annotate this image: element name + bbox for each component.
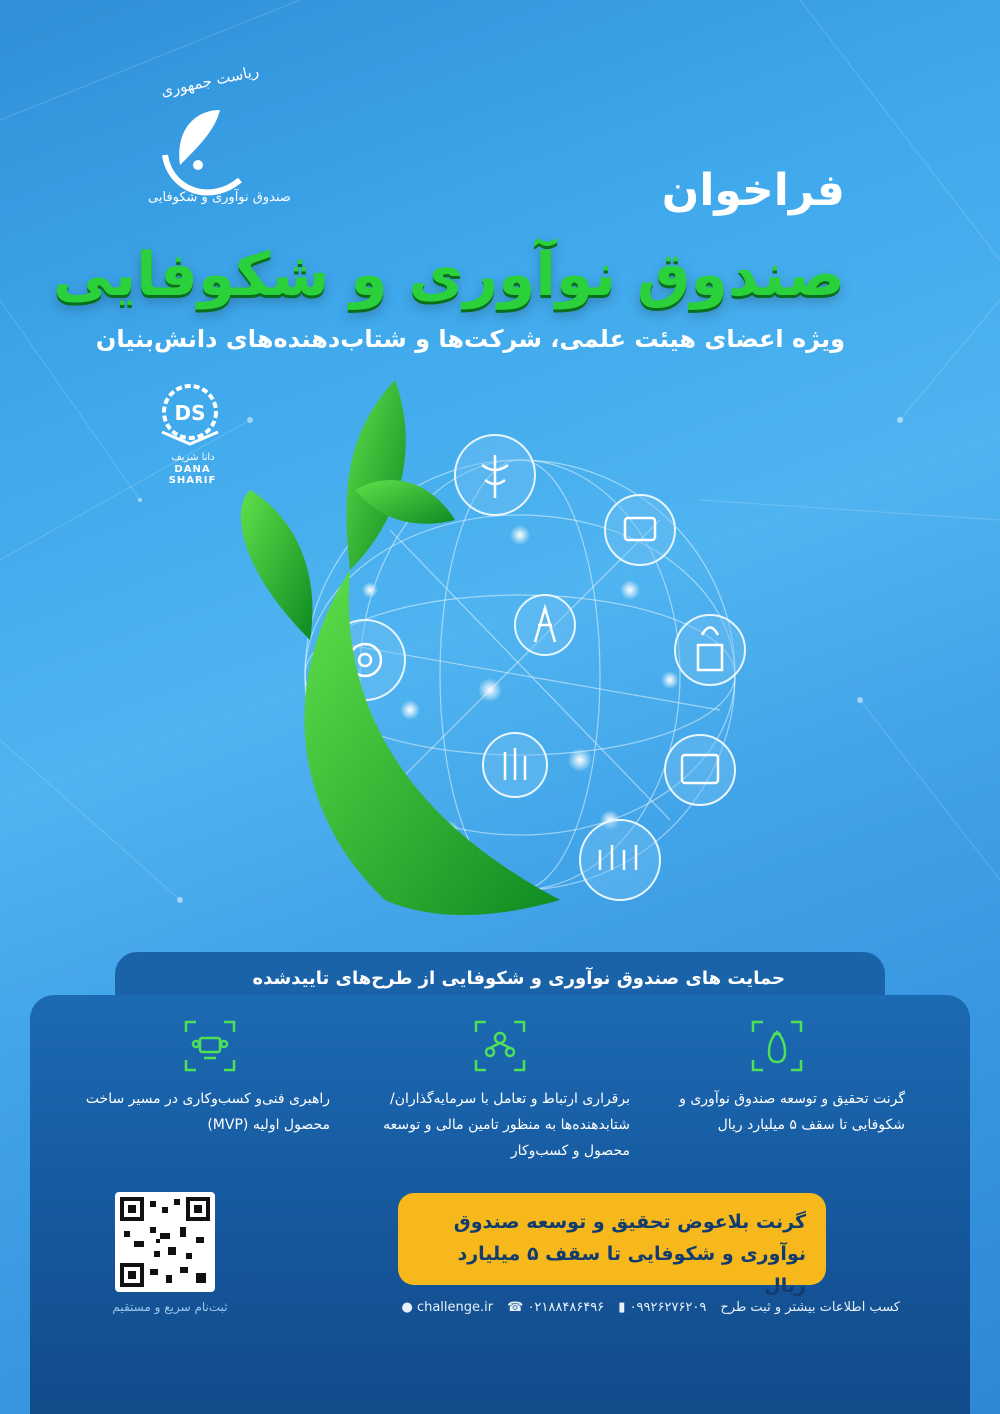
website-text: challenge.ir [416, 1300, 494, 1315]
partner-label-en: DANA SHARIF [168, 464, 217, 486]
grant-line-2: نوآوری و شکوفایی تا سقف ۵ میلیارد ریال [457, 1243, 806, 1297]
mobile-icon: ▮ [618, 1300, 626, 1315]
partner-label-fa: دانا شریف [171, 452, 215, 463]
meeting-icon [182, 1018, 238, 1074]
fund-logo-label: صندوق نوآوری و شکوفایی [148, 190, 291, 205]
phone-text: ۰۲۱۸۸۴۸۶۴۹۶ [527, 1300, 605, 1315]
contact-footer [401, 1300, 900, 1315]
panel-heading: حمایت های صندوق نوآوری و شکوفایی از طرح‌های تاییدشده [252, 968, 785, 989]
qr-code-icon [120, 1197, 210, 1287]
phone-link[interactable] [507, 1300, 604, 1315]
grant-highlight [398, 1193, 826, 1297]
svg-text:DS: DS [174, 401, 206, 425]
fund-title: صندوق نوآوری و شکوفایی [52, 240, 845, 310]
network-people-icon [472, 1018, 528, 1074]
money-bag-icon [749, 1018, 805, 1074]
feature-mvp: راهبری فنی‌و کسب‌وکاری در مسیر ساخت محصول اولیه (MVP) [85, 1091, 330, 1133]
call-title: فراخوان [661, 165, 845, 216]
globe-icon: ● [401, 1300, 413, 1315]
feature-grant: گرنت تحقیق و توسعه صندوق نوآوری و شکوفایی تا سقف ۵ میلیارد ریال [679, 1091, 905, 1133]
qr-caption: ثبت‌نام سریع و مستقیم [112, 1300, 228, 1314]
subtitle: ویژه اعضای هیئت علمی، شرکت‌ها و شتاب‌دهنده‌های دانش‌بنیان [95, 325, 845, 353]
phone-icon: ☎ [507, 1300, 524, 1315]
mobile-link[interactable] [618, 1300, 706, 1315]
footer-label: کسب اطلاعات بیشتر و ثبت طرح [720, 1300, 900, 1315]
feature-investors: برقراری ارتباط و تعامل با سرمایه‌گذاران/ شتابدهنده‌ها به منظور تامین مالی و توسعه محصول و کسب‌وکار [383, 1091, 630, 1159]
hero-illustration [190, 380, 750, 930]
website-link[interactable] [401, 1300, 493, 1315]
mobile-text: ۰۹۹۲۶۲۷۶۲۰۹ [629, 1300, 707, 1315]
grant-line-1: گرنت بلاعوض تحقیق و توسعه صندوق [453, 1211, 806, 1233]
registration-qr-code[interactable] [115, 1192, 215, 1292]
presidency-label: ریاست جمهوری [159, 61, 261, 101]
